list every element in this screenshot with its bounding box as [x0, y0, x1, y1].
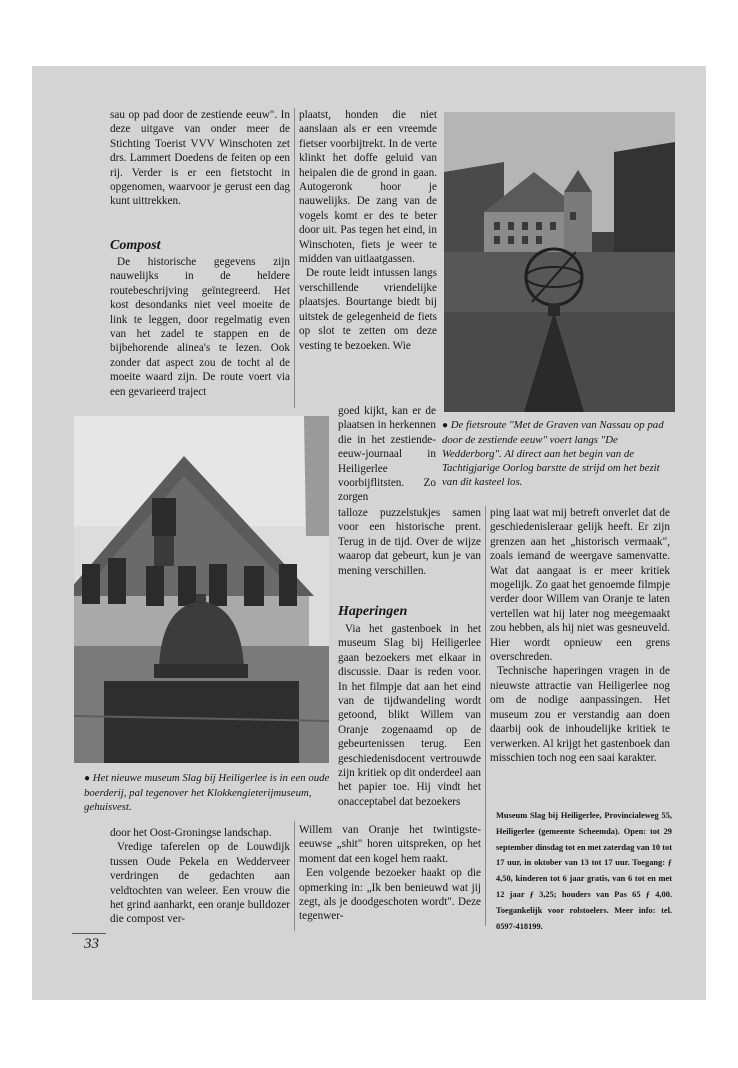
paragraph: sau op pad door de zestiende eeuw". In deze uitgave van onder meer de Stichting Toerist VVV Winschoten zet drs. Lammert Doedens de feiten op een rij. Verder is er een fietstocht in opgenomen, waarvoor je gerust een dag kunt uittrekken.: [110, 109, 290, 208]
page-number: 33: [84, 936, 99, 952]
caption-text: Het nieuwe museum Slag bij Heiligerlee is in een oude boerderij, pal tegenover het Klokkengieterijmuseum, gehuisvest.: [84, 772, 330, 813]
bullet-icon: ●: [442, 420, 449, 431]
col1-top-text: [110, 108, 290, 209]
paragraph: De route leidt intussen langs verschillende vriendelijke plaatsjes. Bourtange biedt bij uitstek de gelegenheid de fiets op slot te zetten om deze vesting te bezoeken. Wie: [299, 267, 437, 352]
paragraph: Willem van Oranje het twintigste-eeuwse „shit" horen uitspreken, op het moment dat een kogel hem raakt.: [299, 824, 481, 865]
col2-top-text: [299, 108, 437, 353]
paragraph: Vredige taferelen op de Louwdijk tussen Oude Pekela en Wedderveer verdringen de gedachten aan veldtochten van weleer. Een vrouw die het grind aanharkt, een oranje bulldozer die compost ver-: [110, 841, 290, 926]
museum-photo-caption: [84, 771, 334, 814]
caption-text: De fietsroute "Met de Graven van Nassau op pad door de zestiende eeuw" voert langs "De Wedderborg". Al direct aan het begin van de Tachtigjarige Oorlog barstte de strijd om het bezit van dit kasteel los.: [442, 419, 664, 488]
museum-photo: [74, 416, 329, 763]
magazine-page: [32, 66, 706, 1000]
column-rule: [294, 821, 295, 931]
paragraph: De historische gegevens zijn nauwelijks in de heldere routebeschrijving geïntegreerd. Het kost desondanks niet veel moeite de link te leggen, door regelmatig even van het zadel te stappen en de bijbehorende alinea's te lezen. Ook zonder dat aspect zou de tocht al de moeite waard zijn. De route voert via een gevarieerd traject: [110, 256, 290, 398]
paragraph: door het Oost-Groningse landschap.: [110, 827, 272, 839]
col2-mid-text: [338, 506, 481, 578]
col2-narrow-text: [338, 404, 436, 505]
col3-text: [490, 506, 670, 765]
museum-info-box: Museum Slag bij Heiligerlee, Provincialeweg 55, Heiligerlee (gemeente Scheemda). Open: tot 29 september dinsdag tot en met zaterdag van 10 tot 17 uur, in oktober van 13 tot 17 uur. Toegang: ƒ 4,50, kinderen tot 6 jaar gratis, van 6 tot en met 12 jaar ƒ 3,25; houders van Pas 65 ƒ 4,00. Toegankelijk voor rolstoelers. Meer info: tel. 0597-418199.: [496, 811, 672, 931]
paragraph: Een volgende bezoeker haakt op die opmerking in: „Ik ben benieuwd wat jij zegt, als je doodgeschoten wordt". Deze tegenwer-: [299, 867, 481, 923]
bullet-icon: ●: [84, 773, 91, 784]
column-rule: [294, 108, 295, 408]
column-rule: [485, 506, 486, 926]
castle-photo-caption: [442, 418, 674, 489]
col2-bottom-text: [299, 823, 481, 924]
paragraph: goed kijkt, kan er de plaatsen in herkennen die in het zestiende-eeuw-journaal in Heiligerlee voorbijflitsten. Zo zorgen: [338, 405, 436, 504]
paragraph: talloze puzzelstukjes samen voor een historische prent. Terug in de tijd. Over de wijze waarop dat gebeurt, kun je van mening verschillen.: [338, 507, 481, 577]
castle-photo: [444, 112, 675, 412]
paragraph: ping laat wat mij betreft onverlet dat de geschiedenisleraar gelijk heeft. Er zijn grenzen aan het „historisch vermaak", zoals iemand de weergave samenvatte. Wat dat aangaat is er meer kritiek mogelijk. Zo gaat het genoemde filmpje verder door Willem van Oranje te laten vertellen wat hij later nog meegemaakt zou hebben, als hij niet was gesneuveld. Hier wordt opnieuw een grens overschreden.: [490, 507, 670, 664]
page-number-rule: [72, 933, 106, 934]
col2-haperingen-text: [338, 622, 481, 809]
heading-compost: Compost: [110, 238, 161, 253]
col1-bottom-text: [110, 826, 290, 927]
paragraph: Technische haperingen vragen in de nieuwste attractie van Heiligerlee nog om de nodige aanpassingen. Het museum zou er verstandig aan doen daarbij ook de inhoudelijke kritiek te verwerken. Al krijgt het gastenboek dan misschien toch nog een saai karakter.: [490, 665, 670, 764]
heading-haperingen: Haperingen: [338, 604, 408, 619]
col1-compost-text: [110, 255, 290, 399]
paragraph: plaatst, honden die niet aanslaan als er een vreemde fietser voorbijtrekt. In de verte klinkt het doffe geluid van heipalen die de grond in gaan. Autogeronk hoor je nauwelijks. De zang van de vogels komt er des te beter door uit. Pas tegen het eind, in Winschoten, fiets je weer te midden van uitlaatgassen.: [299, 109, 437, 266]
paragraph: Via het gastenboek in het museum Slag bij Heiligerlee gaan bezoekers met elkaar in discussie. Daar is reden voor. In het filmpje dat aan het eind van de tijdwandeling wordt getoond, blikt Willem van Oranje zogenaamd op de gebeurtenissen terug. Een geschiedenisdocent vertrouwde zijn kritiek op dit onderdeel aan het papier toe. Hij vindt het onacceptabel dat bezoekers: [338, 623, 481, 808]
